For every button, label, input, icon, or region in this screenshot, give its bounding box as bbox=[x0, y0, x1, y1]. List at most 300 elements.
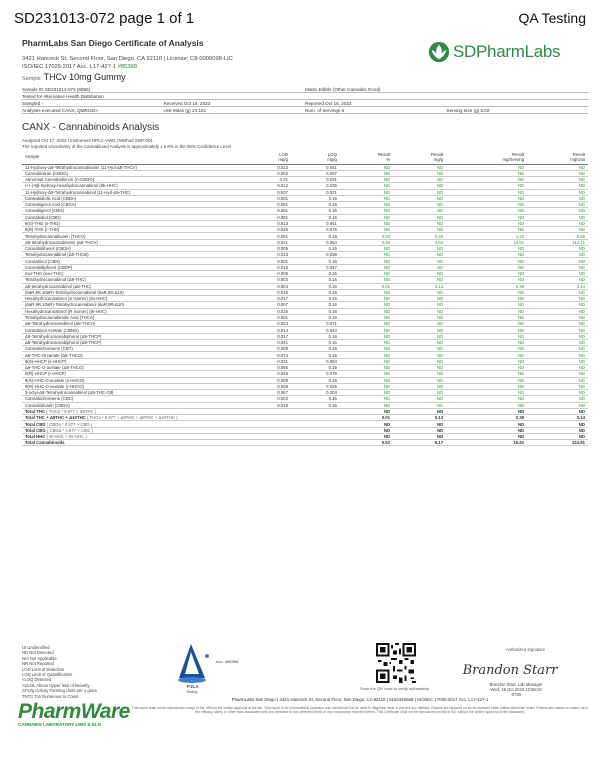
table-cell: ND bbox=[340, 402, 393, 408]
table-cell: ND bbox=[340, 208, 393, 214]
legend-item: ND Not Detected bbox=[22, 650, 54, 656]
table-cell: ND bbox=[446, 390, 527, 396]
table-cell: ND bbox=[446, 358, 527, 364]
total-formula: ( CBGa * 0.877 + CBG ) bbox=[45, 427, 93, 433]
table-cell: 0.075 bbox=[291, 227, 340, 233]
analyte-name: Tetrahydrocannabinol (Δ9-THCB) bbox=[22, 252, 242, 258]
table-cell: 3.14 bbox=[527, 283, 588, 289]
pharmware-name: PharmWare bbox=[18, 700, 130, 723]
table-cell: ND bbox=[527, 390, 588, 396]
total-label: Total THC bbox=[25, 408, 45, 414]
analyte-name: 9(S)-HHC-O-acetate (s-HHCO) bbox=[22, 377, 242, 383]
table-cell: ND bbox=[393, 195, 446, 201]
table-cell: 0.031 bbox=[242, 358, 291, 364]
table-cell: 0.16 bbox=[291, 289, 340, 295]
analyte-name: Tetrahydrocannabinolic Acid (THCA) bbox=[22, 314, 242, 320]
table-cell: ND bbox=[340, 302, 393, 308]
table-cell: ND bbox=[340, 346, 393, 352]
table-cell: ND bbox=[446, 333, 527, 339]
table-cell: ND bbox=[340, 245, 393, 251]
table-cell: ND bbox=[340, 421, 393, 427]
total-label: Total HHC bbox=[25, 434, 46, 440]
table-cell: ND bbox=[446, 258, 527, 264]
table-cell: ND bbox=[393, 433, 446, 439]
table-cell: ND bbox=[340, 258, 393, 264]
table-cell: 0.021 bbox=[242, 239, 291, 245]
table-cell: ND bbox=[527, 433, 588, 439]
info-cell: Received Oct 18, 2023 bbox=[163, 100, 211, 106]
table-cell: ND bbox=[527, 214, 588, 220]
table-cell: 0.16 bbox=[291, 314, 340, 320]
table-cell: ND bbox=[393, 189, 446, 195]
table-cell: ND bbox=[446, 220, 527, 226]
table-cell: ND bbox=[340, 427, 393, 433]
analyte-name: Cannabicitran (CBDO) bbox=[22, 170, 242, 176]
table-cell: ND bbox=[340, 352, 393, 358]
table-cell: ND bbox=[527, 327, 588, 333]
table-cell: ND bbox=[527, 314, 588, 320]
info-cell: Tested for Alternative Health Distribution bbox=[22, 93, 104, 99]
table-cell: ND bbox=[446, 189, 527, 195]
analyte-name: 11-Hydroxy-Δ9-Tetrahydrocannabinol (11-Hyd-Δ9-THC) bbox=[22, 189, 242, 195]
signatory bbox=[486, 682, 546, 697]
table-cell: ND bbox=[527, 371, 588, 377]
table-cell: ND bbox=[446, 202, 527, 208]
column-header: LOD mg/g bbox=[242, 150, 291, 164]
table-cell: ND bbox=[446, 195, 527, 201]
legend-item: NR Not Reported bbox=[22, 661, 55, 667]
legend-item: LOD Limit of Detection bbox=[22, 666, 65, 672]
table-cell: 0.025 bbox=[291, 383, 340, 389]
info-cell: Reported Oct 18, 2023 bbox=[305, 100, 352, 106]
table-cell: ND bbox=[527, 346, 588, 352]
analyte-name: (+/-)-9β-hydroxy-hexahydrocannabinol (9b-HHC) bbox=[22, 183, 242, 189]
sample-label: Sample bbox=[22, 76, 41, 82]
analyte-name: (6aR,9R,10aR)-Tetrahydrocannabinol (6aR,9R-Δ10) bbox=[22, 302, 242, 308]
table-cell: ND bbox=[446, 183, 527, 189]
table-cell: ND bbox=[340, 408, 393, 414]
table-cell: 0.001 bbox=[242, 314, 291, 320]
table-cell: ND bbox=[446, 408, 527, 414]
lab-block bbox=[22, 38, 352, 71]
analyzed-line: Analyzed Oct 17, 2023 | Instrument HPLC-VWD | Method SOP-001 bbox=[22, 138, 153, 143]
table-cell: 3.14 bbox=[527, 415, 588, 421]
total-formula: ( 9r-HHC + 9s-HHC ) bbox=[45, 434, 87, 440]
table-cell: 0.013 bbox=[242, 220, 291, 226]
pjla-label: PJLA bbox=[187, 684, 199, 689]
iso-link[interactable]: #85368 bbox=[117, 64, 138, 70]
table-cell: ND bbox=[446, 427, 527, 433]
table-cell: ND bbox=[446, 314, 527, 320]
analyte-name: Δ8-Tetrahydrocannabiphorol (Δ8-THCP) bbox=[22, 339, 242, 345]
abbreviation-legend bbox=[22, 645, 97, 699]
table-cell: 0.002 bbox=[242, 396, 291, 402]
total-row bbox=[22, 440, 588, 446]
table-cell: ND bbox=[527, 227, 588, 233]
table-cell: ND bbox=[446, 170, 527, 176]
table-cell bbox=[242, 440, 291, 446]
table-cell: 0.012 bbox=[242, 183, 291, 189]
table-cell: 0.39 bbox=[446, 415, 527, 421]
legend-item: <LOQ Detected bbox=[22, 677, 52, 683]
total-label: Total CBG bbox=[25, 427, 46, 433]
analyte-name: Cannabidiolic Acid (CBDA) bbox=[22, 195, 242, 201]
iso-text: ISO/IEC 17025:2017 Acc. L17-427-1 bbox=[22, 64, 118, 70]
table-cell: 0.01 bbox=[340, 283, 393, 289]
table-cell: 0.014 bbox=[242, 327, 291, 333]
table-cell: 0.16 bbox=[291, 352, 340, 358]
signature-script: Brandon Starr bbox=[462, 663, 558, 678]
table-cell: ND bbox=[340, 383, 393, 389]
table-cell: ND bbox=[340, 371, 393, 377]
total-label: Total Cannabinoids bbox=[25, 440, 65, 446]
legend-item: UI Unidentified bbox=[22, 645, 50, 650]
analyte-name: Δ9-Tetrahydrocannabiphorol (Δ9-THCP) bbox=[22, 333, 242, 339]
table-cell: 0.024 bbox=[242, 321, 291, 327]
table-cell: ND bbox=[446, 164, 527, 170]
lab-title: PharmLabs San Diego Certificate of Analysis bbox=[22, 38, 204, 48]
analyte-name: Cannabigerol (CBG) bbox=[22, 208, 242, 214]
document-id: SD231013-072 page 1 of 1 bbox=[14, 9, 195, 27]
table-cell: 0.004 bbox=[242, 283, 291, 289]
sample-name: THCv 10mg Gummy bbox=[43, 72, 126, 82]
table-cell: 0.16 bbox=[291, 283, 340, 289]
table-cell: ND bbox=[446, 383, 527, 389]
table-cell: ND bbox=[446, 214, 527, 220]
table-cell: ND bbox=[340, 202, 393, 208]
table-cell: ND bbox=[393, 408, 446, 414]
table-cell: ND bbox=[393, 289, 446, 295]
table-cell: ND bbox=[527, 377, 588, 383]
table-cell: ND bbox=[340, 377, 393, 383]
table-cell: 0.036 bbox=[291, 183, 340, 189]
table-cell: ND bbox=[446, 277, 527, 283]
info-row bbox=[22, 93, 588, 100]
table-cell: ND bbox=[527, 308, 588, 314]
table-cell: 0.041 bbox=[291, 220, 340, 226]
analyte-name: Δ8-tetrahydrocannabinol (Δ8-THC) bbox=[22, 283, 242, 289]
verification-qr-code[interactable] bbox=[376, 643, 416, 683]
table-cell: 0.071 bbox=[291, 321, 340, 327]
table-cell: 0.074 bbox=[242, 352, 291, 358]
table-cell: 0.16 bbox=[291, 339, 340, 345]
table-cell: 0.001 bbox=[242, 233, 291, 239]
table-cell: ND bbox=[340, 214, 393, 220]
analyte-name: Hexahydrocannabinol (R Isomer) (9r-HHC) bbox=[22, 308, 242, 314]
table-cell: ND bbox=[446, 321, 527, 327]
analyte-name: 9(S)-HHCP (s-HHCP) bbox=[22, 358, 242, 364]
table-cell: 0.005 bbox=[242, 377, 291, 383]
table-cell: 0.16 bbox=[291, 233, 340, 239]
info-cell: Serving Size (g) 5.02 bbox=[446, 107, 490, 113]
table-cell: ND bbox=[393, 339, 446, 345]
analyte-name: Cannabidiol (CBD) bbox=[22, 214, 242, 220]
table-cell: ND bbox=[393, 396, 446, 402]
table-cell: 0.007 bbox=[242, 302, 291, 308]
table-header-row bbox=[22, 150, 588, 164]
table-cell: 0.52 bbox=[340, 440, 393, 446]
analyte-name: 3-octyl-Δ8-Tetrahydrocannabinol (Δ8-THC-C8) bbox=[22, 390, 242, 396]
table-cell: ND bbox=[393, 308, 446, 314]
legend-item: N/A Not Applicable bbox=[22, 655, 57, 661]
table-cell: 0.094 bbox=[291, 358, 340, 364]
table-cell: ND bbox=[393, 258, 446, 264]
table-cell: ND bbox=[340, 390, 393, 396]
table-cell: ND bbox=[393, 365, 446, 371]
analyte-name: 11-Hydroxy-Δ9-Tetrahydrocannabivarin (11-Hyd-Δ9-THCV) bbox=[22, 164, 242, 170]
total-formula: ( CBDa * 0.877 + CBD ) bbox=[45, 421, 93, 427]
analyte-name: 9(R)-HHC-O-acetate (r-HHCO) bbox=[22, 383, 242, 389]
lab-iso-line bbox=[22, 63, 352, 71]
table-cell: 9.66 bbox=[527, 233, 588, 239]
analyte-name: 9(R)-HHCP (r-HHCP) bbox=[22, 371, 242, 377]
table-cell: 0.003 bbox=[242, 277, 291, 283]
table-cell: ND bbox=[340, 296, 393, 302]
table-cell: ND bbox=[446, 396, 527, 402]
table-cell: ND bbox=[393, 358, 446, 364]
table-cell: ND bbox=[393, 227, 446, 233]
table-cell: ND bbox=[527, 289, 588, 295]
table-cell: ND bbox=[527, 339, 588, 345]
total-formula: ( THCa * 0.877 + Δ9THC ) bbox=[44, 408, 97, 414]
pharmware-sub: CANNABIS LABORATORY LIMS & ELN bbox=[18, 722, 101, 727]
table-cell: ND bbox=[527, 302, 588, 308]
table-cell: ND bbox=[527, 358, 588, 364]
table-cell: ND bbox=[340, 327, 393, 333]
lab-address-line: 3421 Hancock St, Second Floor, San Diego, CA 92110 | License: C8-0000098-LIC bbox=[22, 56, 233, 62]
pjla-sub: Testing bbox=[186, 690, 198, 694]
info-cell: Num. of Servings 6 bbox=[305, 107, 345, 113]
table-cell: ND bbox=[527, 202, 588, 208]
table-cell: 0.13 bbox=[393, 283, 446, 289]
table-cell: 0.204 bbox=[291, 390, 340, 396]
column-header: Result mg/Unit bbox=[527, 150, 588, 164]
cannabinoid-results-table bbox=[22, 150, 588, 446]
signatory-name: Brandon Starr, Lab Manager bbox=[489, 682, 543, 687]
table-cell: 0.001 bbox=[242, 208, 291, 214]
table-cell: ND bbox=[527, 170, 588, 176]
analyte-name: Cannabinol (CBN) bbox=[22, 258, 242, 264]
signature-date: Wed, 18 Oct 2023 12:59:19 -0700 bbox=[490, 687, 542, 697]
sdpharmlabs-logo bbox=[428, 38, 588, 66]
table-cell: ND bbox=[393, 352, 446, 358]
table-cell: ND bbox=[393, 302, 446, 308]
table-cell: ND bbox=[527, 183, 588, 189]
table-cell: ND bbox=[340, 396, 393, 402]
analyte-name: Tetrahydrocannabinol (Δ9-THC) bbox=[22, 277, 242, 283]
info-row bbox=[22, 107, 588, 114]
top-bar bbox=[0, 0, 600, 36]
table-cell: ND bbox=[340, 195, 393, 201]
analyte-name: (6aR,9S,10aR)-Tetrahydrocannabinol (6aR,9S-Δ10) bbox=[22, 289, 242, 295]
table-cell: ND bbox=[446, 245, 527, 251]
table-cell: ND bbox=[340, 433, 393, 439]
table-cell: ND bbox=[393, 271, 446, 277]
table-cell: ND bbox=[527, 333, 588, 339]
table-cell: 0.13 bbox=[393, 415, 446, 421]
table-cell: 0.038 bbox=[291, 252, 340, 258]
table-cell: 0.016 bbox=[242, 308, 291, 314]
table-cell: 124.91 bbox=[527, 440, 588, 446]
analyte-name: Δ9-tetrahydrocannabivarin (Δ8-THCV) bbox=[22, 239, 242, 245]
column-header: Result mg/g bbox=[393, 150, 446, 164]
table-cell: 0.043 bbox=[291, 327, 340, 333]
table-cell: ND bbox=[393, 177, 446, 183]
sample-line bbox=[22, 72, 126, 82]
table-cell: ND bbox=[393, 252, 446, 258]
table-cell: ND bbox=[527, 264, 588, 270]
analyte-name: 9(S)-THD (s-THD) bbox=[22, 220, 242, 226]
total-label: Total CBD bbox=[25, 421, 46, 427]
table-cell: ND bbox=[393, 208, 446, 214]
lab-address bbox=[22, 55, 352, 71]
table-cell: ND bbox=[393, 314, 446, 320]
table-cell: ND bbox=[446, 264, 527, 270]
info-row bbox=[22, 100, 588, 107]
table-cell: 0.16 bbox=[291, 377, 340, 383]
table-cell: 0.16 bbox=[291, 396, 340, 402]
total-formula: ( THCa * 0.877 + Δ9THC + Δ8THC + Δ10THC ) bbox=[85, 415, 178, 421]
table-cell: ND bbox=[393, 383, 446, 389]
table-cell: 0.16 bbox=[291, 296, 340, 302]
table-cell: ND bbox=[393, 214, 446, 220]
table-cell: ND bbox=[446, 208, 527, 214]
footer-disclaimer: This report shall not be reproduced except in full, without the written approval of the lab. This report is for informational purposes only and should not be used to diagnose, treat or prevent any disease. Results are reported on an as-received basis unless otherwise noted. PharmLabs makes no claims as to the efficacy, safety or other risks associated with any detected or non-detected levels of any compounds reported herein. This Certificate shall not be reproduced except in full, without the written approval of the laboratory. bbox=[131, 706, 589, 715]
table-cell: ND bbox=[340, 252, 393, 258]
analyte-name: Δ8-THC-Orcanate (Δ8-THCO) bbox=[22, 352, 242, 358]
table-cell: 0.067 bbox=[242, 390, 291, 396]
table-cell: ND bbox=[446, 227, 527, 233]
table-cell: 0.021 bbox=[291, 189, 340, 195]
legend-item: CFU/g Colony Forming Units per 1 gram bbox=[22, 688, 97, 694]
table-cell: ND bbox=[446, 327, 527, 333]
table-cell: 0.005 bbox=[242, 346, 291, 352]
qr-note: Scan the QR code to verify authenticity bbox=[360, 686, 430, 691]
analyte-name: Abnormal Cannabidiorcin (A-CBDO) bbox=[22, 177, 242, 183]
table-cell: ND bbox=[393, 377, 446, 383]
table-cell: ND bbox=[340, 308, 393, 314]
table-cell: ND bbox=[446, 339, 527, 345]
uncertainty-line: The reported Uncertainty of the Cannabinoid Analysis is approximately ± 6.6% in the 95% Confidence Level bbox=[22, 144, 231, 149]
column-header: Result % bbox=[340, 150, 393, 164]
table-cell: 0.066 bbox=[242, 365, 291, 371]
table-cell: ND bbox=[393, 202, 446, 208]
table-cell: ND bbox=[340, 333, 393, 339]
table-cell: 0.019 bbox=[242, 402, 291, 408]
table-cell: ND bbox=[446, 289, 527, 295]
table-cell: ND bbox=[340, 189, 393, 195]
table-cell: ND bbox=[340, 227, 393, 233]
table-cell: ND bbox=[340, 289, 393, 295]
table-cell: ND bbox=[393, 321, 446, 327]
table-cell: 1.21 bbox=[446, 233, 527, 239]
table-cell: ND bbox=[446, 433, 527, 439]
table-cell: 0.047 bbox=[291, 264, 340, 270]
table-cell: ND bbox=[446, 252, 527, 258]
table-cell: ND bbox=[527, 271, 588, 277]
table-cell: 0.16 bbox=[291, 258, 340, 264]
table-cell: ND bbox=[393, 170, 446, 176]
table-cell: ND bbox=[340, 321, 393, 327]
table-cell: ND bbox=[527, 321, 588, 327]
table-cell: ND bbox=[340, 220, 393, 226]
analysis-details bbox=[22, 138, 231, 150]
table-cell: 0.015 bbox=[242, 289, 291, 295]
table-cell: ND bbox=[393, 183, 446, 189]
pjla-acc-number: Acc. #85368 bbox=[216, 659, 239, 664]
analyte-name: Hexahydrocannabinol (S Isomer) (9s-HHC) bbox=[22, 296, 242, 302]
analyte-name: 9(R)-THD (r-THD) bbox=[22, 227, 242, 233]
table-cell: ND bbox=[393, 421, 446, 427]
sample-info-table bbox=[22, 86, 588, 114]
table-cell: 0.013 bbox=[242, 252, 291, 258]
leaf-icon bbox=[428, 41, 450, 63]
table-cell: ND bbox=[527, 164, 588, 170]
column-header: Analyte bbox=[22, 150, 242, 164]
table-cell: ND bbox=[393, 220, 446, 226]
analyte-name: Cannabidihexol (CBDH) bbox=[22, 245, 242, 251]
table-cell: ND bbox=[527, 220, 588, 226]
table-cell: 0.16 bbox=[291, 202, 340, 208]
table-cell: 0.39 bbox=[446, 283, 527, 289]
table-cell: ND bbox=[446, 271, 527, 277]
table-cell: ND bbox=[527, 189, 588, 195]
analyte-name: Cannabichromene (CBT) bbox=[22, 346, 242, 352]
table-cell: 0.031 bbox=[291, 177, 340, 183]
table-cell: 0.025 bbox=[242, 227, 291, 233]
table-cell: ND bbox=[446, 371, 527, 377]
table-cell: ND bbox=[393, 427, 446, 433]
table-cell: 0.001 bbox=[242, 202, 291, 208]
info-cell: Analyses executed CANX, QMRUSH bbox=[22, 107, 98, 113]
table-cell: 0.16 bbox=[291, 208, 340, 214]
qa-label: QA Testing bbox=[518, 10, 586, 26]
table-cell: ND bbox=[340, 339, 393, 345]
table-cell: ND bbox=[393, 390, 446, 396]
total-name bbox=[22, 440, 242, 446]
table-cell: ND bbox=[393, 333, 446, 339]
table-cell: 0.16 bbox=[291, 365, 340, 371]
table-cell: 0.16 bbox=[291, 302, 340, 308]
table-cell: 0.026 bbox=[242, 371, 291, 377]
table-cell: ND bbox=[446, 296, 527, 302]
table-cell: 0.008 bbox=[242, 383, 291, 389]
legend-item: TNTC Too Numerous to Count bbox=[22, 693, 79, 699]
table-cell: ND bbox=[527, 177, 588, 183]
table-cell: ND bbox=[527, 421, 588, 427]
table-cell: 0.041 bbox=[242, 339, 291, 345]
table-cell: ND bbox=[446, 302, 527, 308]
total-label: Total THC + Δ8THC + Δ10THC bbox=[25, 415, 86, 421]
table-cell: 0.16 bbox=[291, 402, 340, 408]
table-cell: ND bbox=[340, 277, 393, 283]
table-cell: ND bbox=[340, 358, 393, 364]
table-cell: ND bbox=[527, 365, 588, 371]
table-cell: ND bbox=[446, 365, 527, 371]
signature-title: Authorized Signature bbox=[506, 647, 546, 652]
table-cell: ND bbox=[527, 195, 588, 201]
analyte-name: Cannabidiphorol (CBDP) bbox=[22, 264, 242, 270]
section-title: CANX - Cannabinoids Analysis bbox=[22, 122, 160, 133]
table-cell: ND bbox=[393, 346, 446, 352]
table-cell: ND bbox=[340, 271, 393, 277]
footer-address: PharmLabs San Diego | 3421 Hancock St, Second Floor, San Diego, CA 92110 | 6193340669 | ISO/IEC 17025:2017 Acc. L17-427-1 bbox=[231, 697, 489, 702]
table-cell: 0.005 bbox=[242, 245, 291, 251]
info-row bbox=[22, 86, 588, 93]
table-cell: ND bbox=[446, 177, 527, 183]
analyte-name: Δ8-Tetrahydrocannabinol (Δ8-THCH) bbox=[22, 321, 242, 327]
table-cell: ND bbox=[393, 402, 446, 408]
